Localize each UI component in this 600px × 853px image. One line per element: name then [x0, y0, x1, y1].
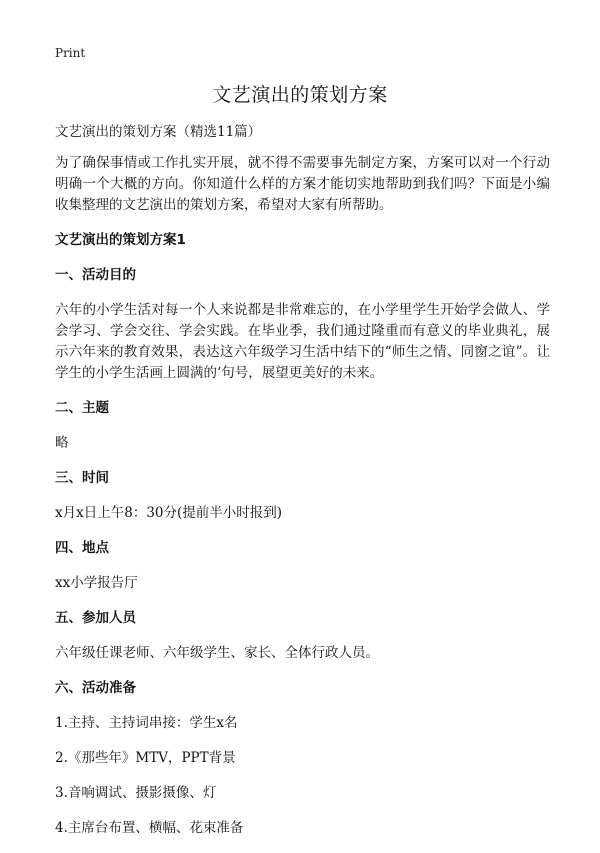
section-heading-participants: 五、参加人员	[55, 610, 136, 626]
section-text-participants: 六年级任课老师、六年级学生、家长、全体行政人员。	[55, 645, 379, 661]
section-heading-place: 四、地点	[55, 540, 109, 556]
prep-list-item: 1.主持、主持词串接：学生x名	[55, 715, 238, 731]
prep-list-item: 3.音响调试、摄影摄像、灯	[55, 785, 217, 801]
section-text-time: x月x日上午8：30分(提前半小时报到)	[55, 505, 283, 521]
section-heading-time: 三、时间	[55, 470, 109, 486]
section-heading-preparation: 六、活动准备	[55, 680, 136, 696]
section-text-place: xx小学报告厅	[55, 575, 138, 591]
document-subtitle: 文艺演出的策划方案（精选11篇）	[55, 124, 262, 140]
page-title: 文艺演出的策划方案	[212, 84, 388, 106]
section-text-purpose: 六年的小学生活对每一个人来说都是非常难忘的，在小学里学生开始学会做人、学会学习、学会交往、学会实践。在毕业季，我们通过隆重而有意义的毕业典礼，展示六年来的教育效果，表达这六年级学习生活中结下的“师生之情、同窗之谊”。让学生的小学生活画上圆满的‘句号，展望更美好的未来。	[55, 302, 550, 381]
section-heading-purpose: 一、活动目的	[55, 267, 136, 283]
print-link[interactable]: Print	[55, 46, 86, 60]
section-text-theme: 略	[55, 435, 69, 451]
prep-list-item: 4.主席台布置、横幅、花束准备	[55, 820, 244, 836]
section-heading-theme: 二、主题	[55, 400, 109, 416]
document-body	[55, 122, 550, 853]
plan-heading: 文艺演出的策划方案1	[55, 232, 186, 248]
prep-list-item: 2.《那些年》MTV，PPT背景	[55, 750, 236, 766]
intro-paragraph: 为了确保事情或工作扎实开展，就不得不需要事先制定方案，方案可以对一个行动明确一个大概的方向。你知道什么样的方案才能切实地帮助到我们吗？下面是小编收集整理的文艺演出的策划方案，希望对大家有所帮助。	[55, 155, 550, 213]
